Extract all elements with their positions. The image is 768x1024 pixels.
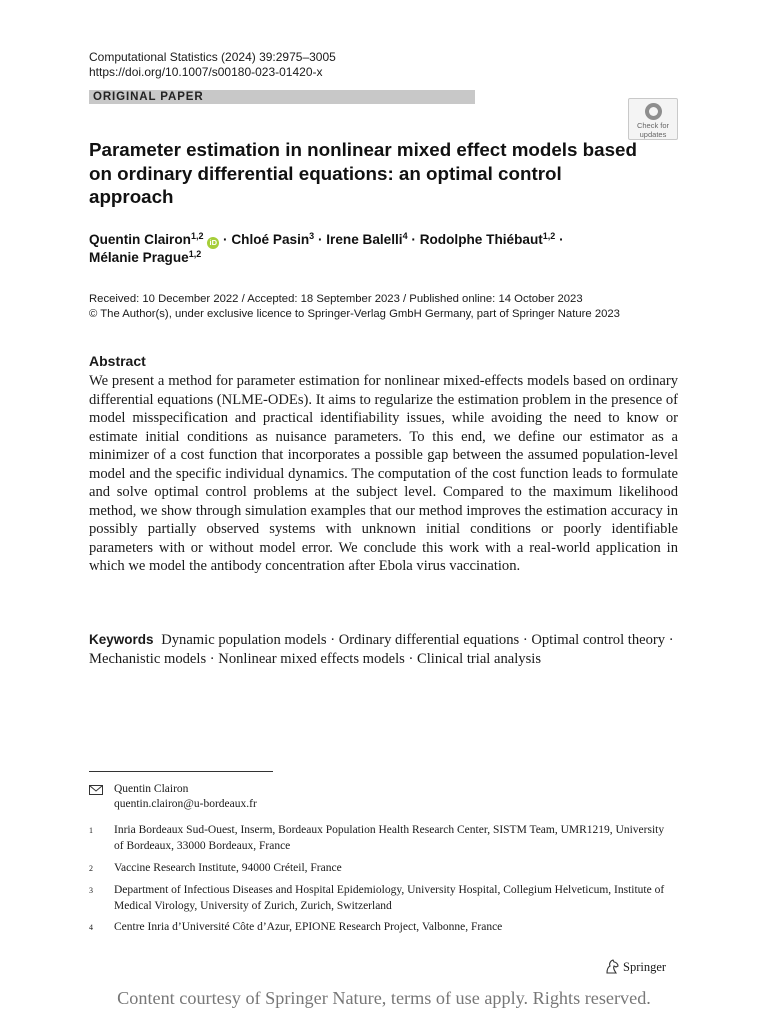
correspondence-name: Quentin Clairon (114, 783, 189, 795)
affiliation-number: 3 (89, 886, 93, 895)
publisher-logo (604, 959, 666, 975)
journal-citation: Computational Statistics (2024) 39:2975–3005 (89, 50, 336, 64)
author-affiliation: 1,2 (542, 231, 556, 241)
check-for-updates-badge[interactable] (628, 98, 678, 140)
article-type-label: ORIGINAL PAPER (89, 90, 475, 104)
affiliation-text: Vaccine Research Institute, 94000 Créteil, France (114, 862, 342, 874)
springer-horse-icon (604, 959, 620, 974)
footnote-divider (89, 771, 273, 772)
affiliation-number: 1 (89, 826, 93, 835)
journal-header (89, 50, 336, 79)
affiliation-text: Inria Bordeaux Sud-Ouest, Inserm, Bordeaux Population Health Research Center, SISTM Team, UMR1219, University of Bordeaux, 33000 Bordeaux, France (114, 824, 665, 852)
check-updates-line2: updates (639, 129, 667, 139)
author-name[interactable]: Mélanie Prague (89, 250, 189, 265)
correspondence-email[interactable]: quentin.clairon@u-bordeaux.fr (114, 798, 257, 810)
doi-link[interactable]: https://doi.org/10.1007/s00180-023-01420-x (89, 64, 323, 79)
keywords-section (89, 631, 678, 668)
publication-history (89, 292, 689, 322)
author-affiliation: 1,2 (190, 231, 204, 241)
copyright-line: © The Author(s), under exclusive licence to Springer-Verlag GmbH Germany, part of Springer Nature 2023 (89, 308, 620, 320)
envelope-icon (89, 785, 103, 795)
author-name[interactable]: Rodolphe Thiébaut (419, 232, 543, 247)
author-list: Quentin Clairon$^{1,2}$ iD · Chloé Pasin$^3$ · Irene Balelli$^4$ · Rodolphe Thiébaut$^{1,2}$ · Mélanie Prague$^{1,2}$ (89, 231, 564, 265)
check-updates-line1: Check for (636, 121, 670, 130)
author-name[interactable]: Irene Balelli (326, 232, 403, 247)
abstract-heading: Abstract (89, 353, 146, 369)
author-affiliation: 3 (309, 231, 315, 241)
affiliation-2 (0, 861, 768, 877)
correspondence (89, 782, 689, 814)
affiliation-4 (0, 920, 768, 936)
author-affiliation: 1,2 (188, 249, 202, 259)
paper-title: Parameter estimation in nonlinear mixed effect models based on ordinary differential equations: an optimal control approach (89, 139, 637, 207)
affiliation-text: Centre Inria d’Université Côte d’Azur, EPIONE Research Project, Valbonne, France (114, 921, 503, 933)
keywords-heading: Keywords (89, 632, 154, 647)
author-affiliation: 4 (402, 231, 408, 241)
affiliation-number: 4 (89, 923, 93, 932)
author-name[interactable]: Quentin Clairon (89, 232, 191, 247)
keywords-list: Dynamic population models · Ordinary differential equations · Optimal control theory · Mechanistic models · Nonlinear mixed effects models · Clinical trial analysis (89, 632, 674, 667)
affiliation-1 (0, 823, 768, 855)
affiliation-3 (0, 883, 768, 915)
abstract-text: We present a method for parameter estimation for nonlinear mixed-effects models based on ordinary differential equations (NLME-ODEs). It aims to regularize the estimation problem in the presence of model misspecification and practical identifiability issues, while avoiding the need to know or estimate initial conditions as nuisance parameters. To this end, we define our estimator as a minimizer of a cost function that incorporates a possible gap between the assumed population-level model and the specific individual dynamics. The computation of the cost function leads to formulate and solve optimal control problems at the subject level. Compared to the maximum likelihood method, we show through simulation examples that our method improves the estimation accuracy in possibly partially observed systems with unknown initial conditions or poorly identifiable parameters with or without model error. We conclude this work with a real-world application in which we model the antibody concentration after Ebola virus vaccination. (89, 373, 678, 574)
dates-line: Received: 10 December 2022 / Accepted: 18 September 2023 / Published online: 14 October 2023 (89, 293, 583, 305)
publisher-name: Springer (623, 960, 667, 974)
check-updates-icon (645, 103, 662, 120)
orcid-icon[interactable]: iD (207, 237, 219, 249)
author-name[interactable]: Chloé Pasin (231, 232, 310, 247)
courtesy-notice: Content courtesy of Springer Nature, terms of use apply. Rights reserved. (117, 988, 651, 1008)
affiliation-number: 2 (89, 864, 93, 873)
affiliation-text: Department of Infectious Diseases and Hospital Epidemiology, University Hospital, Collegium Helveticum, Institute of Medical Virology, University of Zurich, Zurich, Switzerland (114, 884, 665, 912)
